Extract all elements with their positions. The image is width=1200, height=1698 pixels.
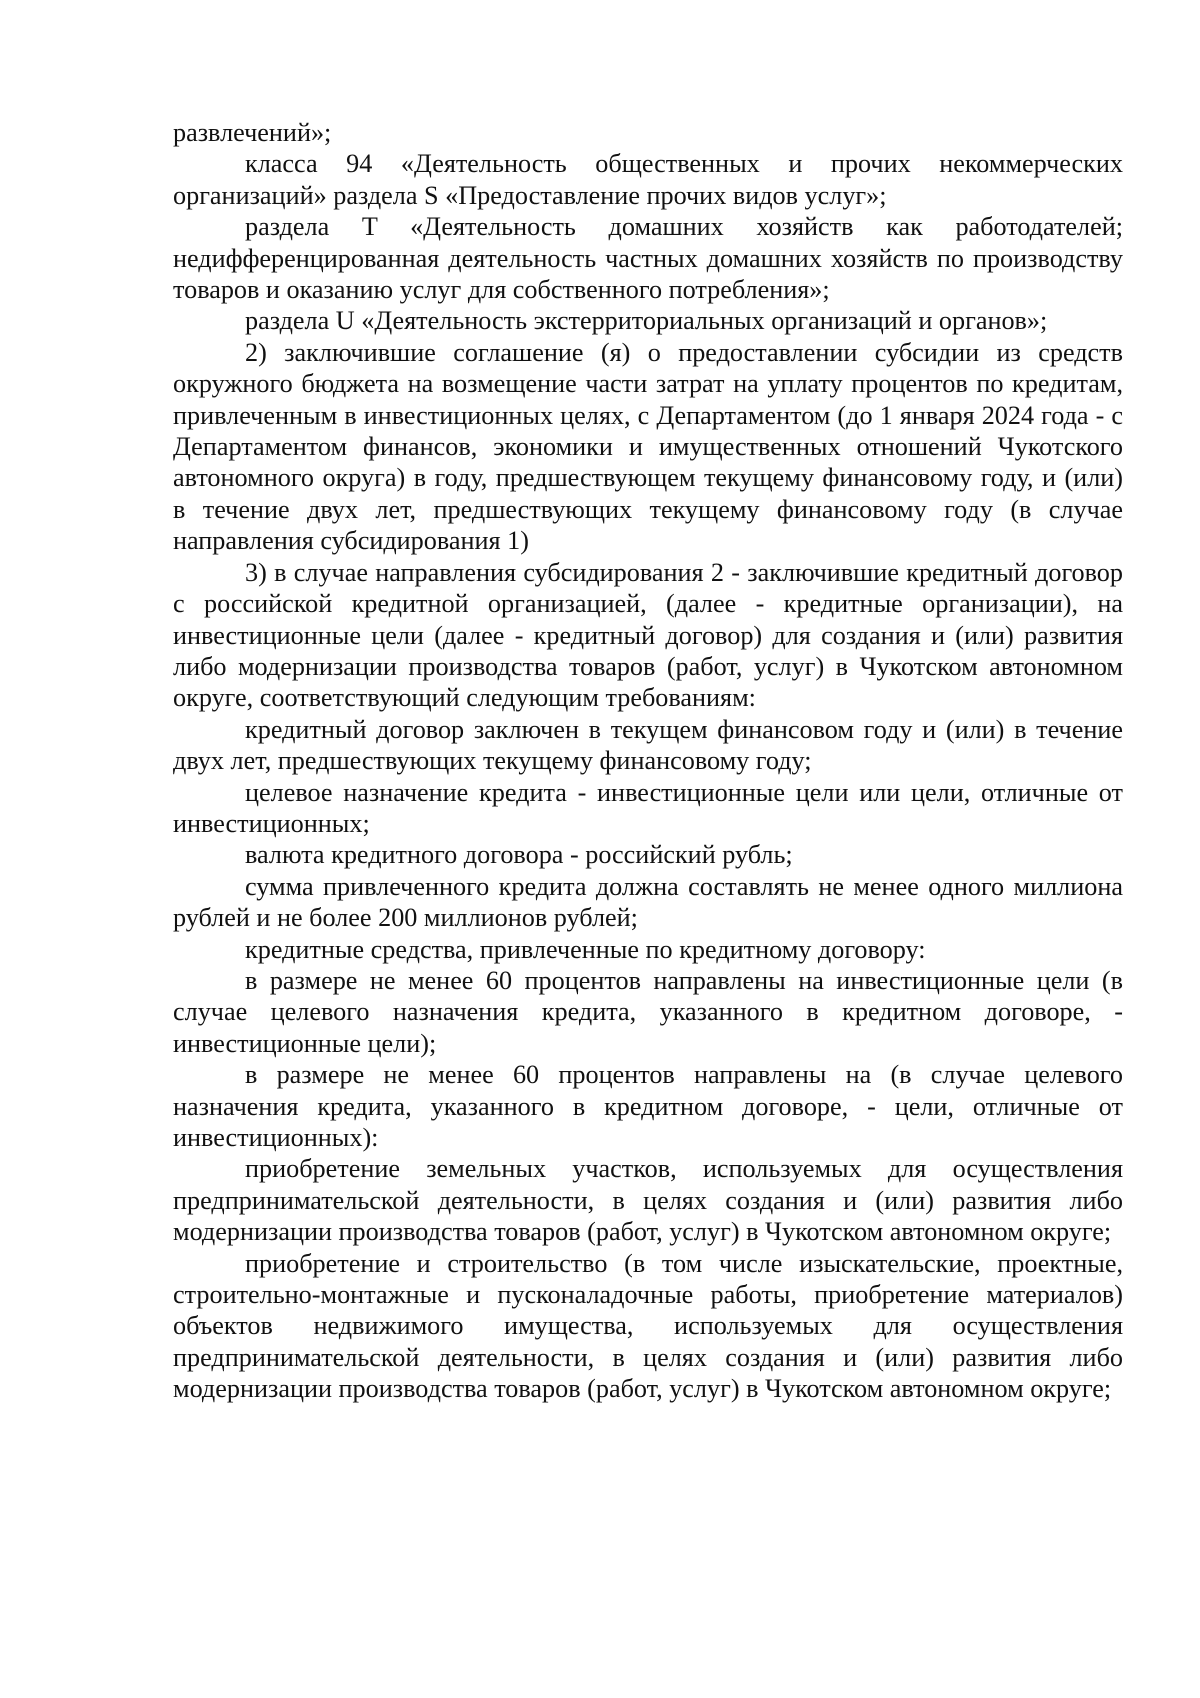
paragraph: раздела T «Деятельность домашних хозяйств как работодателей; недифференцированная деятельность частных домашних хозяйств по производству товаров и оказанию услуг для собственного потребления»;	[173, 212, 1123, 305]
paragraph: в размере не менее 60 процентов направлены на инвестиционные цели (в случае целевого назначения кредита, указанного в кредитном договоре, - инвестиционные цели);	[173, 965, 1123, 1058]
paragraph: приобретение и строительство (в том числе изыскательские, проектные, строительно-монтажные и пусконаладочные работы, приобретение материалов) объектов недвижимого имущества, используемых для осуществления предпринимательской деятельности, в целях создания и (или) развития либо модернизации производства товаров (работ, услуг) в Чукотском автономном округе;	[173, 1248, 1123, 1404]
paragraph: валюта кредитного договора - российский рубль;	[245, 840, 793, 870]
paragraph: 2) заключившие соглашение (я) о предоставлении субсидии из средств окружного бюджета на возмещение части затрат на уплату процентов по кредитам, привлеченным в инвестиционных целях, с Департаментом (до 1 января 2024 года - с Департаментом финансов, экономики и имущественных отношений Чукотского автономного округа) в году, предшествующем текущему финансовому году, и (или) в течение двух лет, предшествующих текущему финансовому году (в случае направления субсидирования 1)	[173, 337, 1123, 556]
paragraph: целевое назначение кредита - инвестиционные цели или цели, отличные от инвестиционных;	[173, 777, 1123, 838]
paragraph: кредитные средства, привлеченные по кредитному договору:	[245, 934, 926, 964]
paragraph: 3) в случае направления субсидирования 2 - заключившие кредитный договор с российской кредитной организацией, (далее - кредитные организации), на инвестиционные цели (далее - кредитный договор) для создания и (или) развития либо модернизации производства товаров (работ, услуг) в Чукотском автономном округе, соответствующий следующим требованиям:	[173, 557, 1123, 713]
paragraph: приобретение земельных участков, используемых для осуществления предпринимательской деятельности, в целях создания и (или) развития либо модернизации производства товаров (работ, услуг) в Чукотском автономном округе;	[173, 1154, 1123, 1247]
paragraph: развлечений»;	[173, 118, 332, 147]
paragraph: сумма привлеченного кредита должна составлять не менее одного миллиона рублей и не более 200 миллионов рублей;	[173, 871, 1123, 933]
paragraph: раздела U «Деятельность экстерриториальных организаций и органов»;	[245, 306, 1048, 336]
document-page	[173, 117, 1123, 1405]
paragraph: класса 94 «Деятельность общественных и прочих некоммерческих организаций» раздела S «Предоставление прочих видов услуг»;	[173, 149, 1123, 210]
paragraph: в размере не менее 60 процентов направлены на (в случае целевого назначения кредита, указанного в кредитном договоре, - цели, отличные от инвестиционных):	[173, 1060, 1123, 1152]
paragraph: кредитный договор заключен в текущем финансовом году и (или) в течение двух лет, предшествующих текущему финансовому году;	[173, 714, 1123, 776]
